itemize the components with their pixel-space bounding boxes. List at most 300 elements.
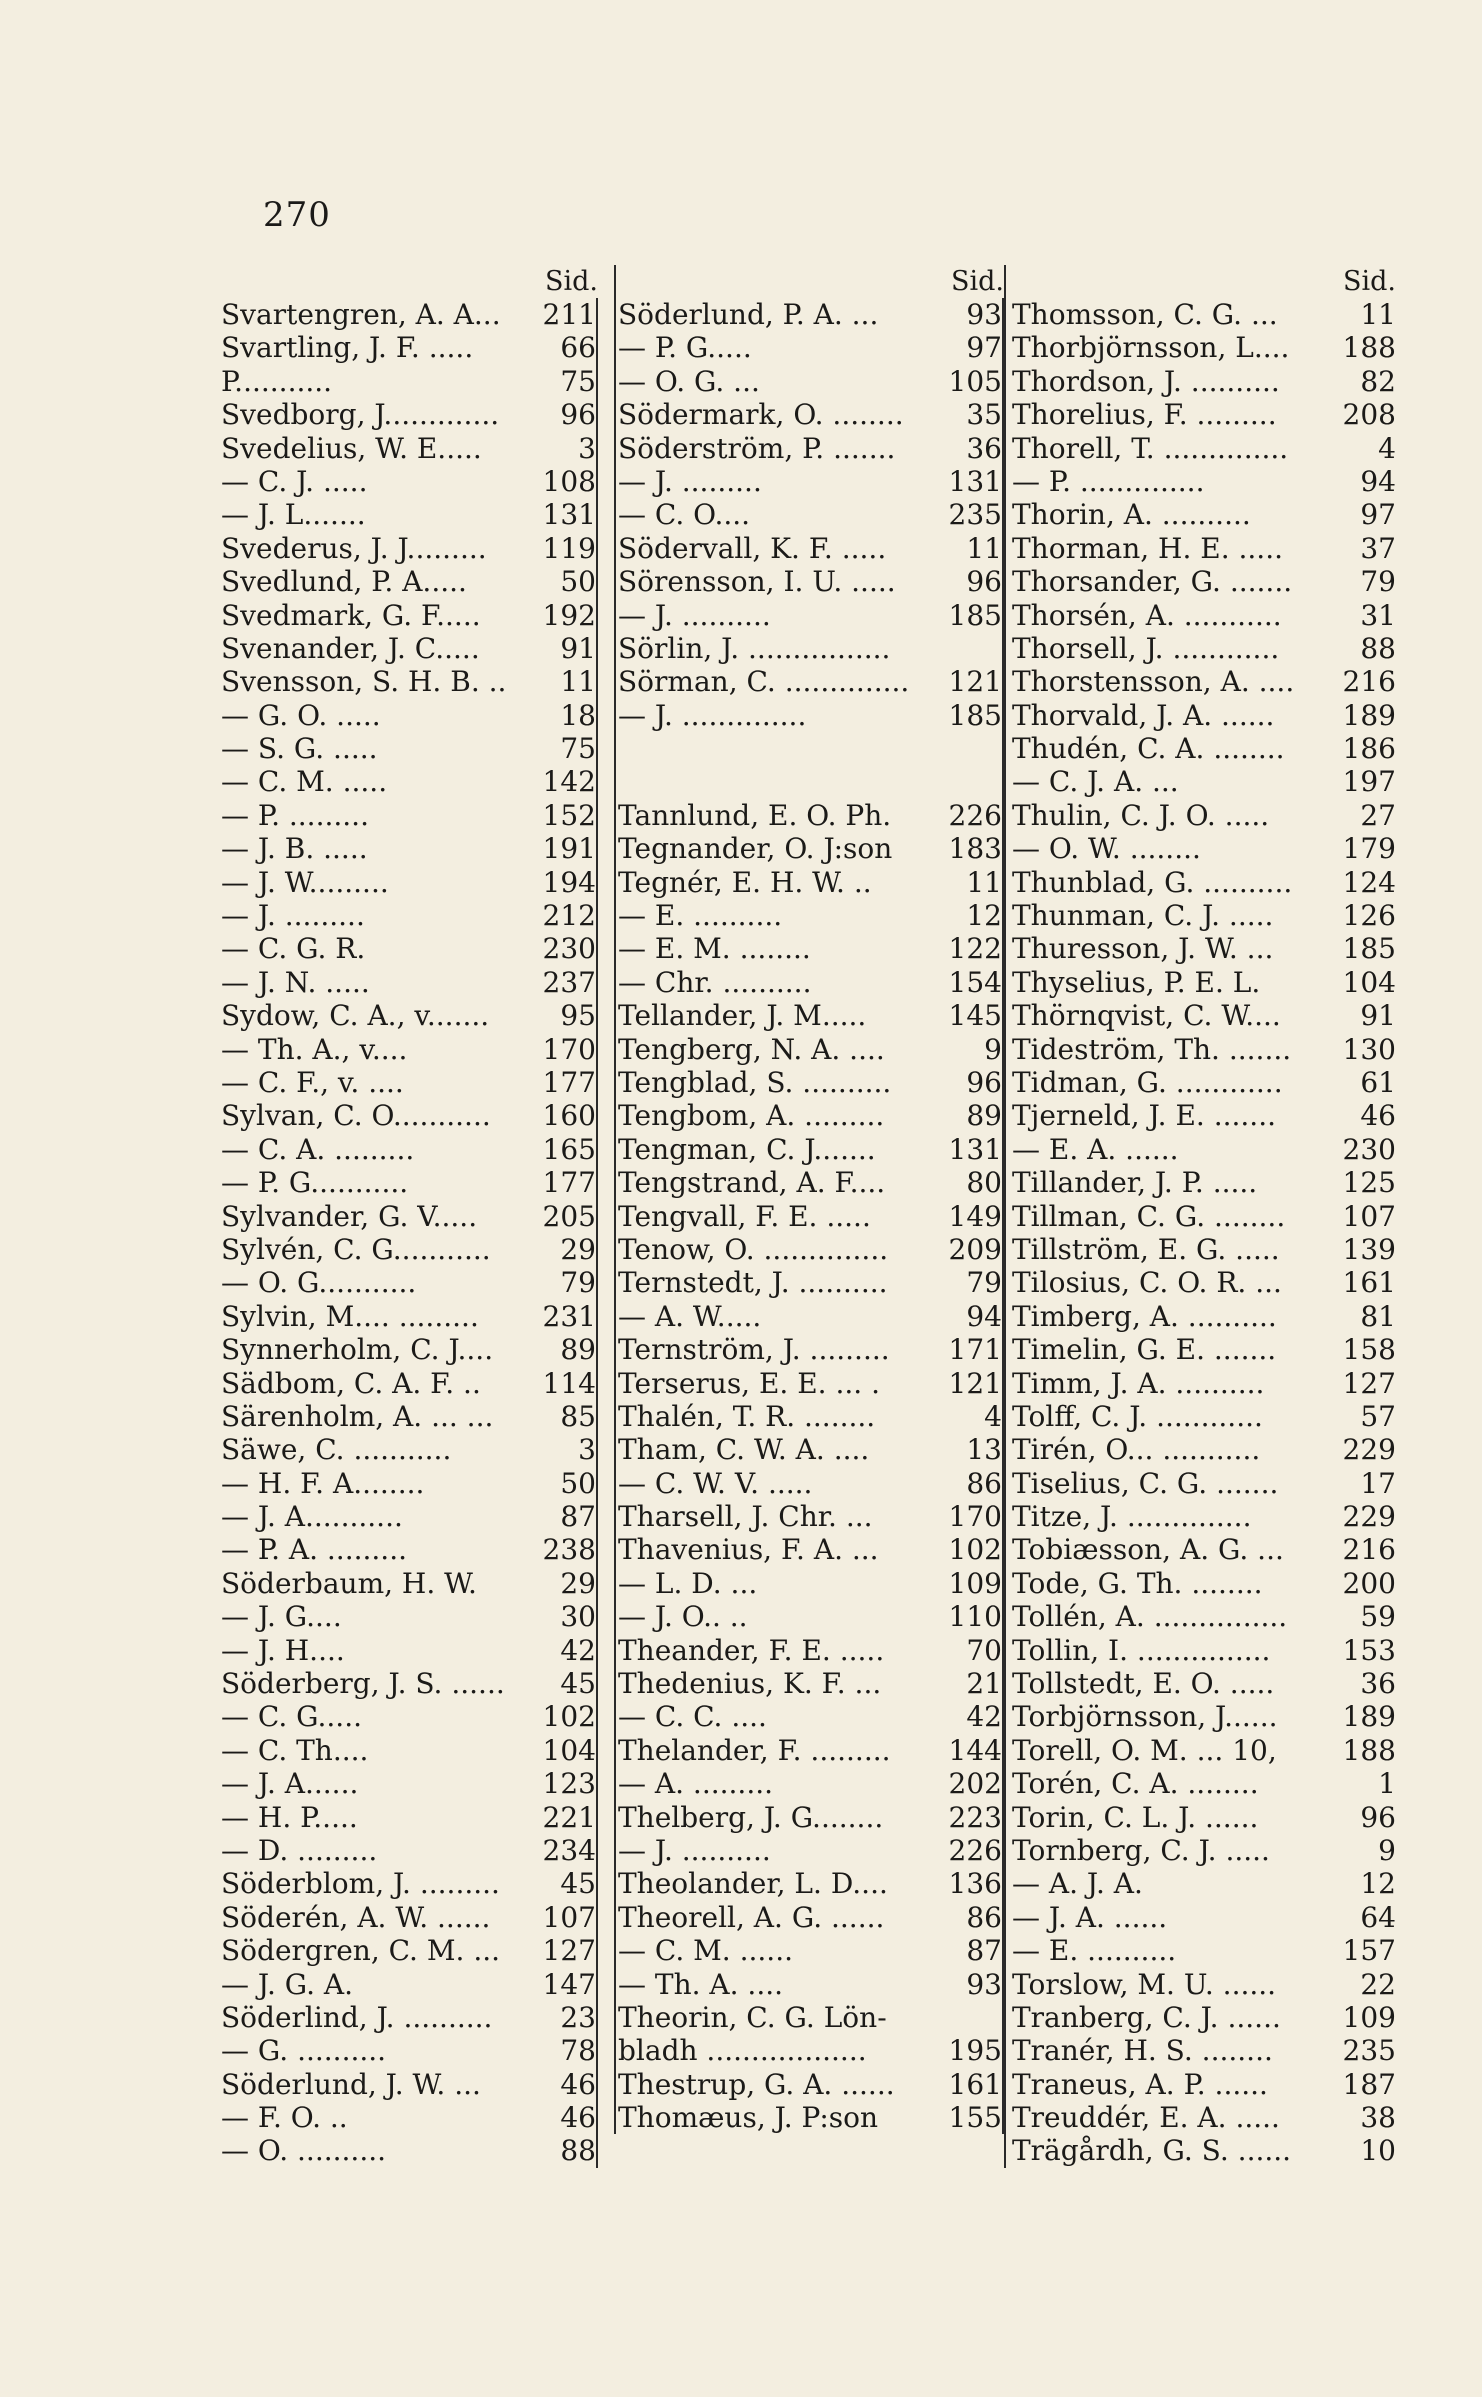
index-entry [221, 1066, 598, 1099]
entry-page-number: 97 [1360, 498, 1396, 532]
index-entry [618, 331, 1004, 364]
column-header: Sid. [951, 266, 1004, 297]
index-entry [618, 1099, 1004, 1132]
entry-page-number: 17 [1360, 1466, 1396, 1500]
entry-page-number: 131 [948, 1132, 1002, 1166]
entry-page-number: 27 [1360, 798, 1396, 832]
entry-page-number: 64 [1360, 1900, 1396, 1934]
entry-name: — Th. A. .... [618, 1967, 784, 2001]
entry-page-number: 185 [948, 598, 1002, 632]
entry-name: — A. ......... [618, 1767, 774, 1801]
entry-page-number: 179 [1342, 832, 1396, 866]
entry-page-number: 221 [542, 1800, 596, 1834]
entry-name: Thavenius, F. A. ... [618, 1533, 879, 1567]
entry-name: Tham, C. W. A. .... [618, 1433, 870, 1467]
index-entry [1012, 1233, 1396, 1266]
entry-page-number: 35 [966, 398, 1002, 432]
index-entry [1012, 1667, 1396, 1700]
entry-name: Tellander, J. M..... [618, 999, 867, 1033]
entry-name: Svedlund, P. A..... [221, 565, 467, 599]
index-entry [1012, 1400, 1396, 1433]
index-entry [1012, 465, 1396, 498]
entry-name: Särenholm, A. ... ... [221, 1399, 494, 1433]
entry-page-number: 18 [560, 698, 596, 732]
index-entry [221, 398, 598, 431]
index-entry [618, 398, 1004, 431]
entry-page-number: 10 [1360, 2134, 1396, 2168]
entry-name: — O. .......... [221, 2134, 387, 2168]
index-entry [1012, 1033, 1396, 1066]
index-entry [221, 1968, 598, 2001]
entry-page-number: 96 [560, 398, 596, 432]
index-entry [618, 599, 1004, 632]
index-entry [221, 2134, 598, 2167]
entry-page-number: 155 [948, 2101, 1002, 2135]
index-entry [1012, 1867, 1396, 1900]
entry-page-number: 4 [1378, 431, 1396, 465]
entry-page-number: 75 [560, 732, 596, 766]
index-entry [1012, 1700, 1396, 1733]
index-entry [1012, 2034, 1396, 2067]
entry-name: — O. W. ........ [1012, 832, 1201, 866]
entry-page-number: 80 [966, 1166, 1002, 1200]
entry-name: — L. D. ... [618, 1566, 758, 1600]
index-entry [618, 665, 1004, 698]
index-entry [1012, 498, 1396, 531]
entry-name: Sörman, C. .............. [618, 665, 910, 699]
entry-name: — Th. A., v.... [221, 1032, 408, 1066]
entry-name: Traneus, A. P. ...... [1012, 2067, 1268, 2101]
entry-name: Torin, C. L. J. ...... [1012, 1800, 1259, 1834]
entry-page-number: 171 [948, 1333, 1002, 1367]
column-entries [1012, 298, 1396, 2168]
index-entry [618, 966, 1004, 999]
index-entry [221, 665, 598, 698]
entry-name: Thelberg, J. G........ [618, 1800, 884, 1834]
entry-name: Tolff, C. J. ............ [1012, 1399, 1263, 1433]
entry-page-number: 209 [948, 1232, 1002, 1266]
entry-page-number: 237 [542, 965, 596, 999]
entry-page-number: 94 [966, 1299, 1002, 1333]
index-entry [1012, 665, 1396, 698]
entry-page-number: 91 [1360, 999, 1396, 1033]
entry-name: Thörnqvist, C. W.... [1012, 999, 1281, 1033]
entry-name: Timelin, G. E. ....... [1012, 1333, 1277, 1367]
entry-page-number: 70 [966, 1633, 1002, 1667]
entry-page-number: 121 [948, 1366, 1002, 1400]
index-entry [221, 1634, 598, 1667]
index-entry [221, 365, 598, 398]
index-entry [221, 966, 598, 999]
entry-name: Thedenius, K. F. ... [618, 1667, 882, 1701]
entry-name: bladh .................. [618, 2034, 867, 2068]
entry-page-number: 96 [966, 565, 1002, 599]
entry-name: — P. G..... [618, 331, 752, 365]
entry-page-number: 157 [1342, 1934, 1396, 1968]
entry-name: Tannlund, E. O. Ph. [618, 798, 892, 832]
index-entry [1012, 999, 1396, 1032]
entry-name: P........... [221, 364, 333, 398]
entry-page-number: 230 [542, 932, 596, 966]
index-entry [618, 1667, 1004, 1700]
entry-page-number: 229 [1342, 1433, 1396, 1467]
entry-page-number: 31 [1360, 598, 1396, 632]
entry-name: Titze, J. .............. [1012, 1500, 1252, 1534]
entry-name: — J. .......... [618, 1833, 771, 1867]
index-entry [221, 432, 598, 465]
index-entry [618, 1867, 1004, 1900]
entry-name: — J. .............. [618, 698, 807, 732]
entry-page-number: 85 [560, 1399, 596, 1433]
index-entry [1012, 1934, 1396, 1967]
entry-page-number: 136 [948, 1867, 1002, 1901]
index-entry [618, 1133, 1004, 1166]
entry-page-number: 144 [948, 1733, 1002, 1767]
entry-name: — H. F. A........ [221, 1466, 425, 1500]
entry-page-number: 42 [560, 1633, 596, 1667]
index-entry [221, 2101, 598, 2134]
index-entry [618, 1600, 1004, 1633]
index-entry [221, 1200, 598, 1233]
entry-name: — S. G. ..... [221, 732, 378, 766]
entry-name: Timberg, A. .......... [1012, 1299, 1277, 1333]
index-entry [221, 999, 598, 1032]
entry-page-number: 110 [948, 1600, 1002, 1634]
entry-name: Thyselius, P. E. L. [1012, 965, 1261, 999]
index-entry [618, 1901, 1004, 1934]
index-entry [618, 1433, 1004, 1466]
entry-page-number: 30 [560, 1600, 596, 1634]
entry-name: Thudén, C. A. ........ [1012, 732, 1285, 766]
index-entry [618, 1300, 1004, 1333]
entry-name: Thulin, C. J. O. ..... [1012, 798, 1270, 832]
entry-name: Tengvall, F. E. ..... [618, 1199, 871, 1233]
entry-page-number: 46 [560, 2067, 596, 2101]
entry-name: Thorelius, F. ......... [1012, 398, 1277, 432]
entry-page-number: 89 [560, 1333, 596, 1367]
column-entries [221, 298, 598, 2168]
index-entry [618, 465, 1004, 498]
index-entry [1012, 1433, 1396, 1466]
entry-name: Svederus, J. J......... [221, 531, 487, 565]
index-entry [1012, 1500, 1396, 1533]
index-entry [1012, 1066, 1396, 1099]
entry-page-number: 93 [966, 1967, 1002, 2001]
entry-name: Tilosius, C. O. R. ... [1012, 1266, 1282, 1300]
entry-name: — C. C. .... [618, 1700, 767, 1734]
entry-name: Tengstrand, A. F.... [618, 1166, 886, 1200]
entry-name: — J. O.. .. [618, 1600, 748, 1634]
entry-page-number: 12 [1360, 1867, 1396, 1901]
index-entry [1012, 1834, 1396, 1867]
entry-page-number: 125 [1342, 1166, 1396, 1200]
entry-name: — C. W. V. ..... [618, 1466, 813, 1500]
index-entry [221, 866, 598, 899]
index-column-1 [221, 265, 598, 2168]
index-entry [618, 1166, 1004, 1199]
entry-name: — J. N. ..... [221, 965, 370, 999]
entry-name: Thorsell, J. ............ [1012, 631, 1280, 665]
entry-name: Tjerneld, J. E. ....... [1012, 1099, 1276, 1133]
entry-name: — A. W..... [618, 1299, 762, 1333]
entry-page-number: 3 [578, 431, 596, 465]
index-entry [221, 298, 598, 331]
entry-name: — J. B. ..... [221, 832, 368, 866]
entry-name: Söderlind, J. .......... [221, 2000, 493, 2034]
index-entry [221, 1500, 598, 1533]
index-entry [1012, 565, 1396, 598]
entry-name: Ternström, J. ......... [618, 1333, 890, 1367]
index-entry [221, 1400, 598, 1433]
entry-page-number: 96 [1360, 1800, 1396, 1834]
entry-name: — J. .......... [618, 598, 771, 632]
index-entry [618, 1066, 1004, 1099]
entry-name: Thomsson, C. G. ... [1012, 298, 1278, 331]
entry-page-number: 38 [1360, 2101, 1396, 2135]
entry-page-number: 158 [1342, 1333, 1396, 1367]
index-entry [221, 899, 598, 932]
entry-page-number: 36 [966, 431, 1002, 465]
entry-name: Tengbom, A. ......... [618, 1099, 885, 1133]
entry-page-number: 131 [948, 464, 1002, 498]
index-entry [618, 2101, 1004, 2134]
index-entry [221, 2068, 598, 2101]
entry-page-number: 107 [542, 1900, 596, 1934]
entry-name: Torell, O. M. ... 10, [1012, 1733, 1277, 1767]
index-entry [618, 2001, 1004, 2034]
index-entry [221, 1533, 598, 1566]
index-entry [1012, 1166, 1396, 1199]
index-entry [1012, 1533, 1396, 1566]
entry-page-number: 36 [1360, 1667, 1396, 1701]
entry-name: Torslow, M. U. ...... [1012, 1967, 1277, 2001]
entry-page-number: 231 [542, 1299, 596, 1333]
index-entry [1012, 1300, 1396, 1333]
entry-page-number: 152 [542, 798, 596, 832]
index-entry [221, 1934, 598, 1967]
entry-page-number: 216 [1342, 665, 1396, 699]
entry-name: Svartengren, A. A... [221, 298, 501, 331]
entry-name: Terserus, E. E. ... . [618, 1366, 880, 1400]
index-entry [1012, 1099, 1396, 1132]
entry-name: — C. M. ..... [221, 765, 388, 799]
index-entry [618, 632, 1004, 665]
entry-page-number: 11 [560, 665, 596, 699]
index-entry [221, 1734, 598, 1767]
entry-page-number: 200 [1342, 1566, 1396, 1600]
entry-page-number: 29 [560, 1232, 596, 1266]
entry-name: — C. M. ...... [618, 1934, 793, 1968]
index-entry [618, 699, 1004, 732]
entry-page-number: 23 [560, 2000, 596, 2034]
entry-name: — C. A. ......... [221, 1132, 415, 1166]
entry-name: Sylvin, M.... ......... [221, 1299, 479, 1333]
entry-page-number: 230 [1342, 1132, 1396, 1166]
index-entry [1012, 832, 1396, 865]
entry-page-number: 212 [542, 899, 596, 933]
column-entries [618, 298, 1004, 2134]
entry-name: Tranberg, C. J. ...... [1012, 2000, 1281, 2034]
entry-name: Tobiæsson, A. G. ... [1012, 1533, 1284, 1567]
entry-page-number: 4 [984, 1399, 1002, 1433]
index-entry [618, 1200, 1004, 1233]
entry-name: Theolander, L. D.... [618, 1867, 888, 1901]
index-entry [618, 1500, 1004, 1533]
index-entry [221, 565, 598, 598]
entry-page-number: 66 [560, 331, 596, 365]
index-entry [221, 599, 598, 632]
entry-page-number: 226 [948, 798, 1002, 832]
entry-name: — A. J. A. [1012, 1867, 1143, 1901]
index-entry [618, 932, 1004, 965]
entry-name: Theorell, A. G. ...... [618, 1900, 885, 1934]
entry-name: Thorsander, G. ....... [1012, 565, 1293, 599]
entry-page-number: 192 [542, 598, 596, 632]
entry-page-number: 82 [1360, 364, 1396, 398]
entry-page-number: 11 [966, 865, 1002, 899]
entry-page-number: 238 [542, 1533, 596, 1567]
index-entry [221, 465, 598, 498]
entry-name: — J. W......... [221, 865, 389, 899]
index-entry [221, 1901, 598, 1934]
entry-page-number: 216 [1342, 1533, 1396, 1567]
entry-page-number: 46 [560, 2101, 596, 2135]
index-entry [221, 2034, 598, 2067]
index-entry [1012, 1767, 1396, 1800]
entry-page-number: 202 [948, 1767, 1002, 1801]
entry-page-number: 121 [948, 665, 1002, 699]
index-entry [221, 632, 598, 665]
entry-page-number: 131 [542, 498, 596, 532]
index-entry [221, 799, 598, 832]
index-entry [618, 832, 1004, 865]
index-entry [618, 1367, 1004, 1400]
entry-name: — J. ......... [221, 899, 365, 933]
entry-page-number: 191 [542, 832, 596, 866]
entry-page-number: 170 [542, 1032, 596, 1066]
index-entry [221, 1266, 598, 1299]
entry-name: Tollén, A. ............... [1012, 1600, 1288, 1634]
entry-name: Thunman, C. J. ..... [1012, 899, 1274, 933]
entry-name: Thordson, J. .......... [1012, 364, 1280, 398]
entry-name: Tillman, C. G. ........ [1012, 1199, 1286, 1233]
entry-page-number: 45 [560, 1867, 596, 1901]
entry-page-number: 161 [1342, 1266, 1396, 1300]
index-entry [1012, 1968, 1396, 2001]
entry-page-number: 130 [1342, 1032, 1396, 1066]
entry-name: Tegnér, E. H. W. .. [618, 865, 872, 899]
index-entry [221, 1133, 598, 1166]
entry-name: Svensson, S. H. B. .. [221, 665, 507, 699]
entry-name: Tillander, J. P. ..... [1012, 1166, 1258, 1200]
entry-name: Tollin, I. ............... [1012, 1633, 1271, 1667]
entry-page-number: 105 [948, 364, 1002, 398]
entry-page-number: 235 [1342, 2034, 1396, 2068]
index-entry [221, 331, 598, 364]
entry-name: Söderlund, P. A. ... [618, 298, 879, 331]
entry-page-number: 183 [948, 832, 1002, 866]
index-entry [618, 866, 1004, 899]
index-entry [618, 298, 1004, 331]
entry-page-number: 3 [578, 1433, 596, 1467]
entry-page-number: 22 [1360, 1967, 1396, 2001]
entry-page-number: 79 [966, 1266, 1002, 1300]
entry-page-number: 109 [1342, 2000, 1396, 2034]
entry-name: — C. F., v. .... [221, 1065, 404, 1099]
entry-page-number: 104 [1342, 965, 1396, 999]
entry-page-number: 197 [1342, 765, 1396, 799]
entry-name: — J. A. ...... [1012, 1900, 1168, 1934]
entry-page-number: 11 [966, 531, 1002, 565]
entry-page-number: 142 [542, 765, 596, 799]
entry-name: — E. M. ........ [618, 932, 811, 966]
entry-name: Tornberg, C. J. ..... [1012, 1833, 1270, 1867]
index-entry [618, 2068, 1004, 2101]
entry-page-number: 93 [966, 298, 1002, 331]
entry-name: — E. A. ...... [1012, 1132, 1179, 1166]
entry-page-number: 194 [542, 865, 596, 899]
entry-page-number: 124 [1342, 865, 1396, 899]
entry-page-number: 59 [1360, 1600, 1396, 1634]
index-entry [1012, 1200, 1396, 1233]
entry-page-number: 114 [542, 1366, 596, 1400]
entry-name: — O. G........... [221, 1266, 417, 1300]
index-entry [1012, 1266, 1396, 1299]
entry-name: Säwe, C. ........... [221, 1433, 452, 1467]
index-entry [1012, 1467, 1396, 1500]
index-entry [221, 1433, 598, 1466]
entry-name: Sydow, C. A., v....... [221, 999, 490, 1033]
entry-name: Thorvald, J. A. ...... [1012, 698, 1275, 732]
index-entry [1012, 732, 1396, 765]
entry-name: Tirén, O... ........... [1012, 1433, 1261, 1467]
index-entry [618, 2034, 1004, 2067]
index-entry [1012, 966, 1396, 999]
entry-name: Tode, G. Th. ........ [1012, 1566, 1263, 1600]
entry-name: Theorin, C. G. Lön- [618, 2000, 887, 2034]
entry-name: — J. L....... [221, 498, 366, 532]
entry-page-number: 160 [542, 1099, 596, 1133]
index-entry [1012, 1333, 1396, 1366]
entry-name: Timm, J. A. .......... [1012, 1366, 1265, 1400]
entry-page-number: 127 [542, 1934, 596, 1968]
entry-name: — Chr. .......... [618, 965, 812, 999]
entry-page-number: 170 [948, 1500, 1002, 1534]
entry-name: — E. .......... [1012, 1934, 1177, 1968]
entry-name: — C. G..... [221, 1700, 362, 1734]
entry-page-number: 81 [1360, 1299, 1396, 1333]
entry-name: Svenander, J. C..... [221, 631, 480, 665]
entry-name: Thorin, A. .......... [1012, 498, 1251, 532]
entry-page-number: 107 [1342, 1199, 1396, 1233]
index-entry [221, 1834, 598, 1867]
entry-page-number: 96 [966, 1065, 1002, 1099]
entry-name: Thestrup, G. A. ...... [618, 2067, 895, 2101]
index-entry [221, 1333, 598, 1366]
entry-name: Thorbjörnsson, L.... [1012, 331, 1290, 365]
index-entry [618, 1033, 1004, 1066]
entry-name: — J. A...... [221, 1767, 359, 1801]
entry-name: Sörlin, J. ................ [618, 631, 891, 665]
index-entry [618, 1634, 1004, 1667]
index-entry [1012, 1600, 1396, 1633]
index-entry [1012, 1367, 1396, 1400]
index-column-3 [1004, 265, 1396, 2168]
index-entry [618, 1333, 1004, 1366]
entry-name: — J. ......... [618, 464, 762, 498]
entry-page-number: 9 [984, 1032, 1002, 1066]
entry-page-number: 13 [966, 1433, 1002, 1467]
